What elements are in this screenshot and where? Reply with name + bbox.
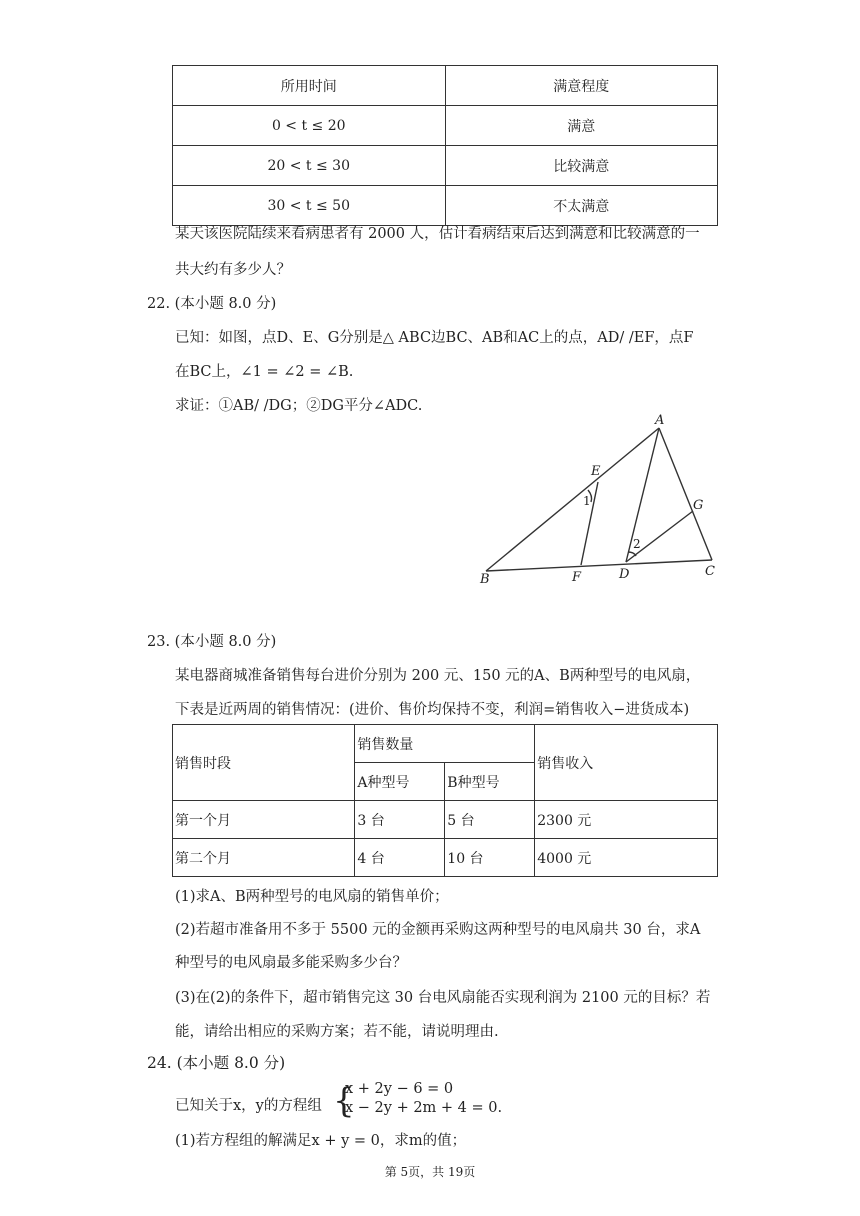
label-b: B <box>480 572 490 587</box>
table-cell: 满意 <box>445 106 718 146</box>
segment-ad <box>626 428 659 562</box>
table-header-cell: A种型号 <box>355 763 445 801</box>
label-d: D <box>619 567 630 582</box>
equation-end-mark: . <box>497 1100 503 1116</box>
table-header-cell: B种型号 <box>445 763 535 801</box>
table-row <box>173 801 718 839</box>
table-header-cell: 所用时间 <box>173 66 446 106</box>
label-g: G <box>693 498 704 513</box>
table-cell: 第一个月 <box>173 801 355 839</box>
paragraph-line: (1)若方程组的解满足x + y = 0，求m的值； <box>175 1133 467 1149</box>
question-number: 24. <box>147 1054 172 1072</box>
paragraph-line: (1)求A、B两种型号的电风扇的销售单价； <box>175 889 449 905</box>
question-points: (本小题 8.0 分) <box>174 296 277 312</box>
table-cell: 3 台 <box>355 801 445 839</box>
table-cell: 30 < t ≤ 50 <box>173 186 446 226</box>
paragraph-line: 求证：①AB/ /DG；②DG平分∠ADC. <box>175 398 423 414</box>
table-row <box>173 146 718 186</box>
question-header <box>147 292 276 313</box>
paragraph-line: 已知关于x，y的方程组 <box>175 1098 322 1114</box>
question-header <box>147 1051 285 1073</box>
equation-brace: { <box>333 1081 355 1121</box>
label-e: E <box>591 464 601 479</box>
paragraph-line: 共大约有多少人？ <box>175 262 291 278</box>
paragraph-line: 已知：如图，点D、E、G分别是△ ABC边BC、AB和AC上的点，AD/ /EF，点F <box>175 330 694 346</box>
table-header-cell: 销售时段 <box>173 725 355 801</box>
table-cell: 0 < t ≤ 20 <box>173 106 446 146</box>
question-points: (本小题 8.0 分) <box>176 1054 286 1072</box>
satisfaction-table <box>172 65 718 226</box>
geometry-figure <box>476 412 726 592</box>
question-header <box>147 630 276 651</box>
equation-2 <box>345 1100 502 1116</box>
equation-1: x + 2y − 6 = 0 <box>345 1081 454 1097</box>
label-f: F <box>572 570 582 585</box>
segment-ac <box>659 428 712 560</box>
table-header-row <box>173 66 718 106</box>
table-cell: 10 台 <box>445 839 535 877</box>
table-cell: 5 台 <box>445 801 535 839</box>
table-header-cell: 销售数量 <box>355 725 535 763</box>
label-a: A <box>655 413 665 428</box>
table-cell: 2300 元 <box>535 801 718 839</box>
sales-table <box>172 724 718 877</box>
paragraph-line: 某天该医院陆续来看病患者有 2000 人，估计看病结束后达到满意和比较满意的一 <box>175 226 700 242</box>
question-points: (本小题 8.0 分) <box>174 634 277 650</box>
label-c: C <box>705 564 715 579</box>
paragraph-line: 能，请给出相应的采购方案；若不能，请说明理由. <box>175 1024 499 1040</box>
paragraph-line: 种型号的电风扇最多能采购多少台？ <box>175 955 407 971</box>
paragraph-line: (3)在(2)的条件下，超市销售完这 30 台电风扇能否实现利润为 2100 元的目标？若 <box>175 990 711 1006</box>
table-cell: 4000 元 <box>535 839 718 877</box>
segment-bc <box>486 560 712 571</box>
table-header-row <box>173 725 718 763</box>
table-cell: 4 台 <box>355 839 445 877</box>
table-cell: 比较满意 <box>445 146 718 186</box>
question-number: 22. <box>147 296 171 312</box>
label-angle-2: 2 <box>633 537 641 551</box>
paragraph-line: 下表是近两周的销售情况：(进价、售价均保持不变，利润=销售收入−进货成本) <box>175 702 690 718</box>
question-number: 23. <box>147 634 171 650</box>
paragraph-line: 某电器商城准备销售每台进价分别为 200 元、150 元的A、B两种型号的电风扇， <box>175 668 701 684</box>
page-footer: 第 5页，共 19页 <box>384 1165 476 1179</box>
paragraph-line: 在BC上，∠1 = ∠2 = ∠B. <box>175 364 354 380</box>
table-header-cell: 满意程度 <box>445 66 718 106</box>
table-row <box>173 186 718 226</box>
equation-2-text: x − 2y + 2m + 4 = 0 <box>345 1100 498 1116</box>
table-cell: 不太满意 <box>445 186 718 226</box>
paragraph-line: (2)若超市准备用不多于 5500 元的金额再采购这两种型号的电风扇共 30 台，求A <box>175 922 701 938</box>
table-row <box>173 106 718 146</box>
table-header-cell: 销售收入 <box>535 725 718 801</box>
table-cell: 第二个月 <box>173 839 355 877</box>
label-angle-1: 1 <box>583 494 591 508</box>
table-row <box>173 839 718 877</box>
table-cell: 20 < t ≤ 30 <box>173 146 446 186</box>
